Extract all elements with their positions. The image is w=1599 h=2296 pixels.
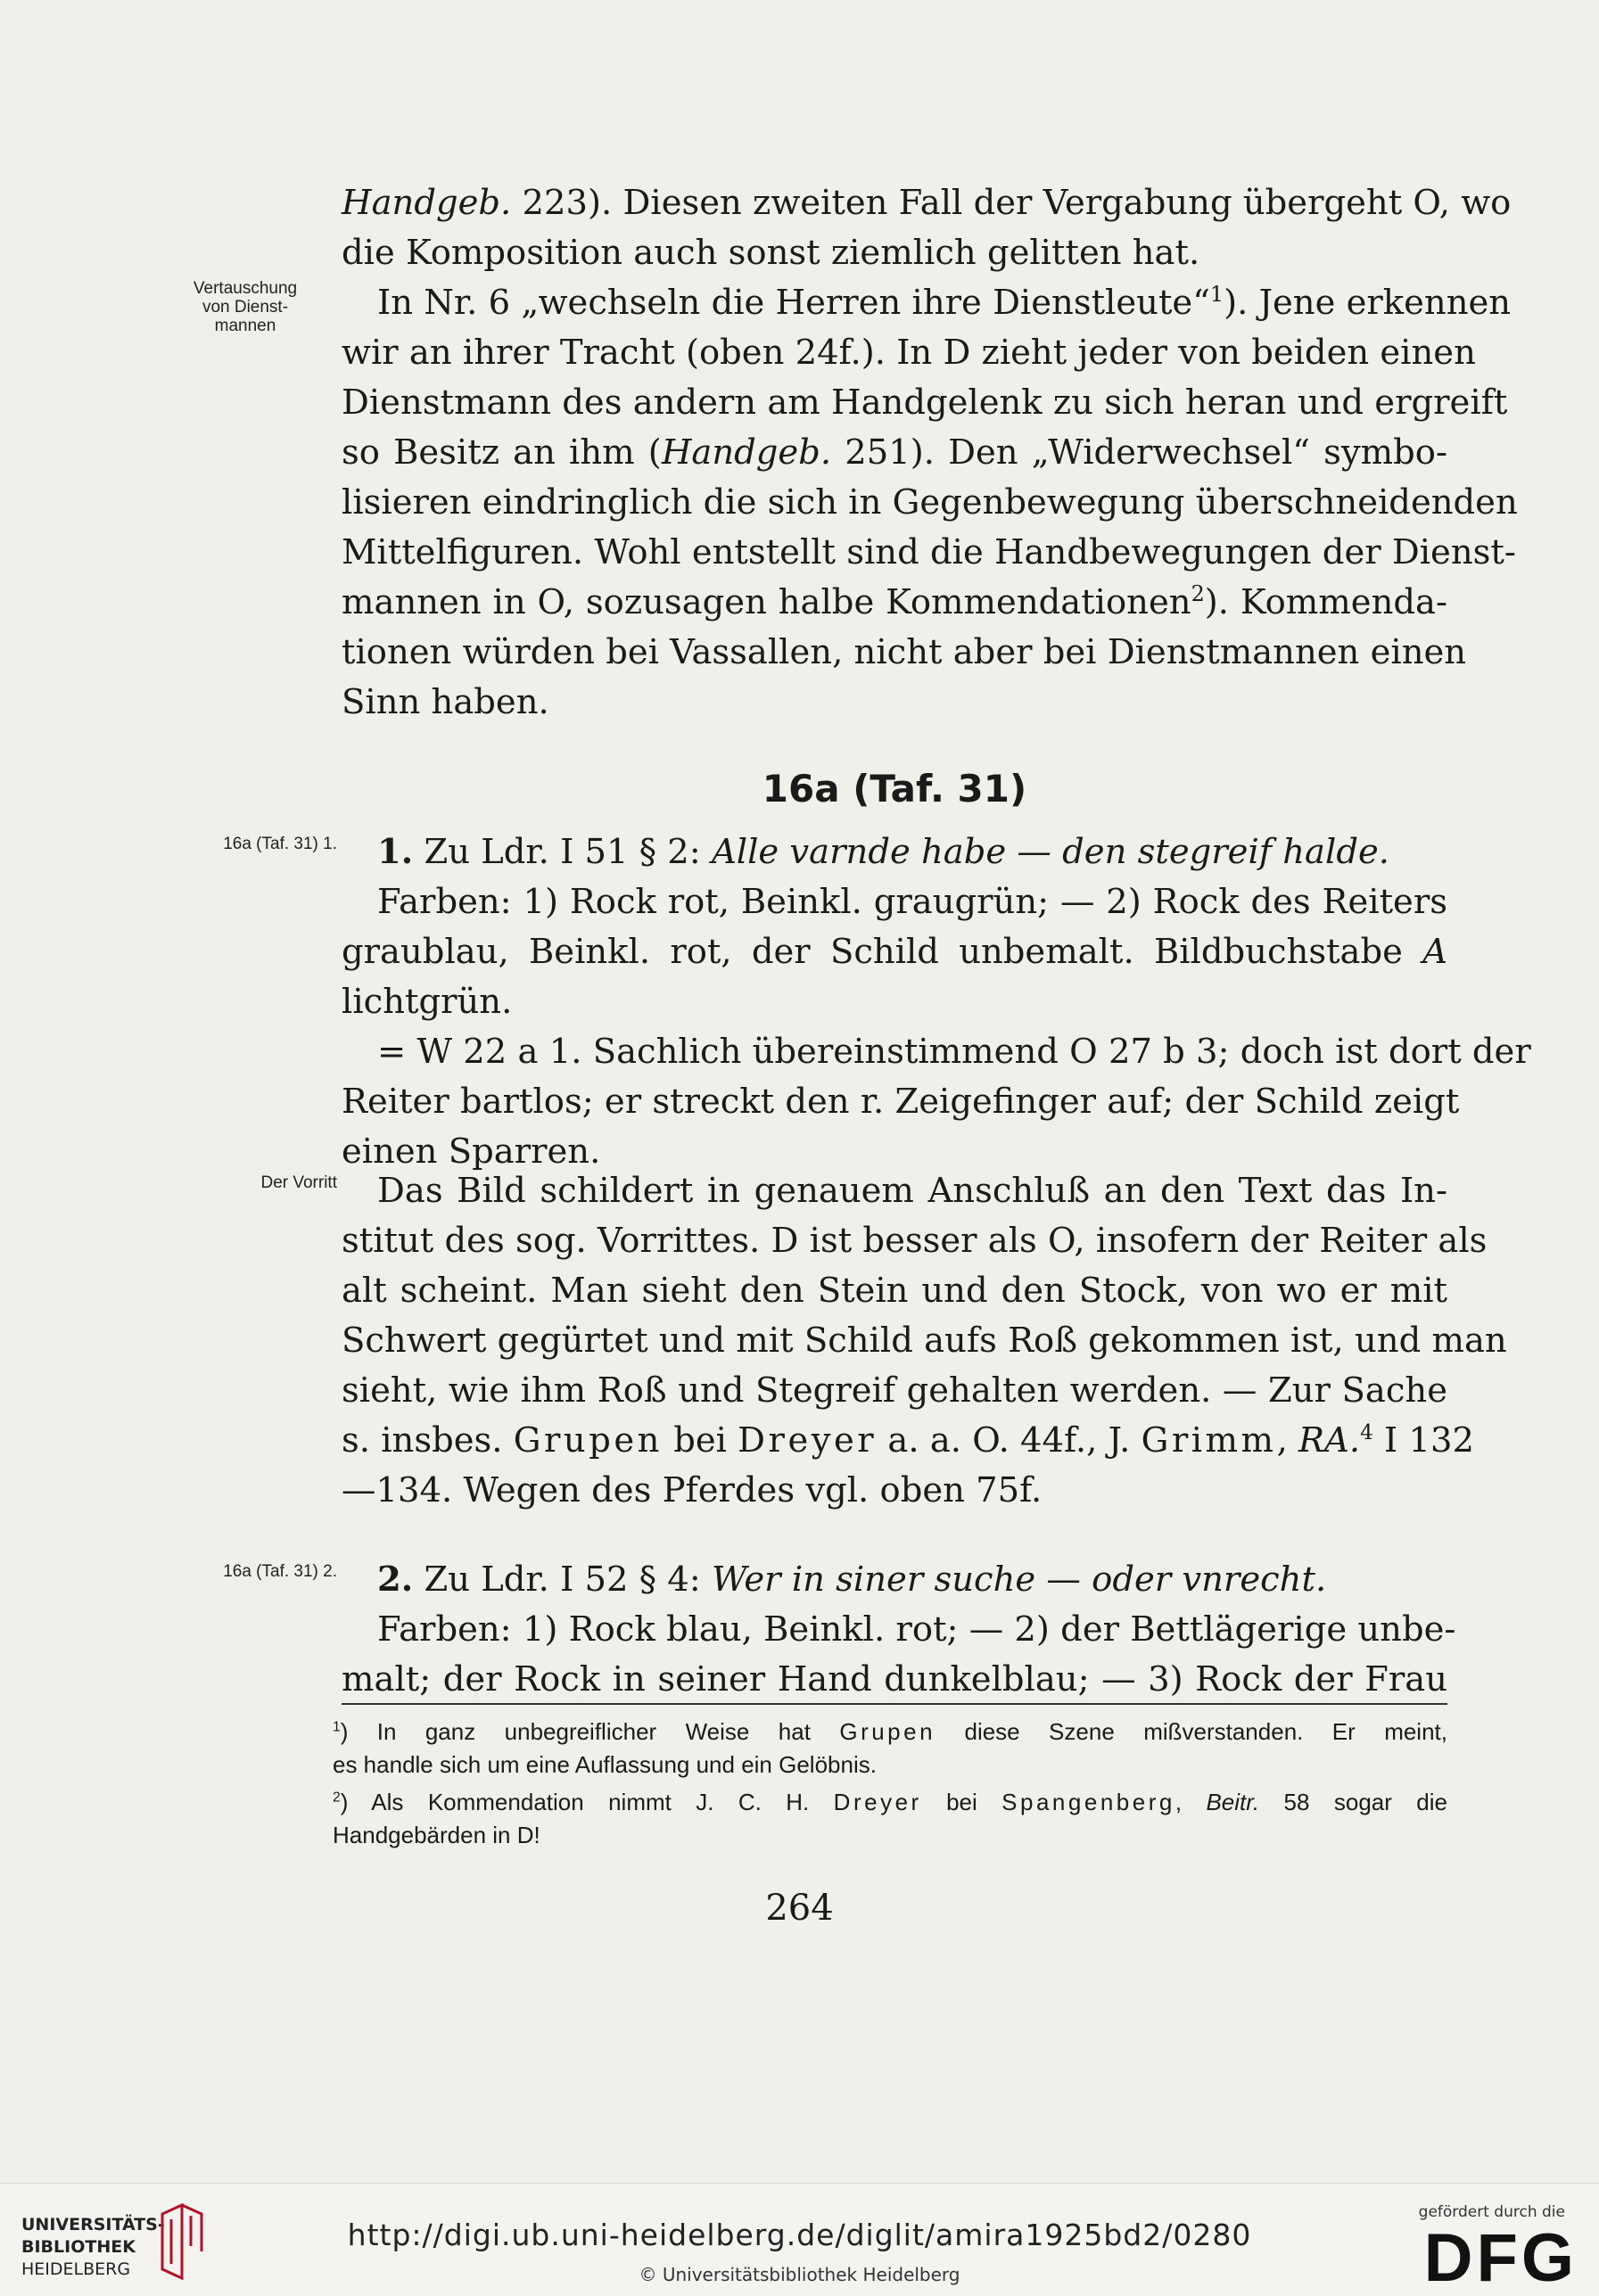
- text-line: Reiter bartlos; er streckt den r. Zeigefinger auf; der Schild zeigt: [342, 1082, 1460, 1122]
- text-line: 1. Zu Ldr. I 51 § 2: Alle varnde habe — den stegreif halde.: [377, 832, 1389, 872]
- copyright-text: © Universitätsbibliothek Heidelberg: [639, 2264, 960, 2285]
- text-line: Das Bild schildert in genauem Anschluß an den Text das In-: [377, 1171, 1447, 1211]
- text-line: mannen in O, sozusagen halbe Kommendationen$^2$). Kommenda-: [342, 581, 1447, 622]
- footnote-1-cont: es handle sich um eine Auflassung und ein Gelöbnis.: [333, 1751, 877, 1778]
- text-line: 2. Zu Ldr. I 52 § 4: Wer in siner suche — oder vnrecht.: [377, 1559, 1327, 1600]
- footnote-rule: [342, 1703, 1447, 1705]
- footnote-2-cont: Handgebärden in D!: [333, 1822, 540, 1848]
- text-line: Mittelfiguren. Wohl entstellt sind die Handbewegungen der Dienst-: [342, 532, 1516, 572]
- document-url-link[interactable]: http://digi.ub.uni-heidelberg.de/diglit/amira1925bd2/0280: [347, 2218, 1252, 2252]
- text-line: malt; der Rock in seiner Hand dunkelblau; — 3) Rock der Frau: [342, 1659, 1447, 1699]
- margin-note-vorritt: Der Vorritt: [260, 1173, 337, 1192]
- text-line: stitut des sog. Vorrittes. D ist besser als O, insofern der Reiter als: [342, 1221, 1488, 1261]
- text-line: graublau, Beinkl. rot, der Schild unbemalt. Bildbuchstabe A: [342, 932, 1447, 972]
- text-line: Dienstmann des andern am Handgelenk zu sich heran und ergreift: [342, 383, 1508, 423]
- text-line: s. insbes. Grupen bei Dreyer a. a. O. 44f., J. Grimm, RA.$^4$ I 132: [342, 1420, 1474, 1461]
- text-line: tionen würden bei Vassallen, nicht aber bei Dienstmannen einen: [342, 632, 1467, 672]
- text-line: = W 22 a 1. Sachlich übereinstimmend O 27 b 3; doch ist dort der: [377, 1032, 1531, 1072]
- text-line: wir an ihrer Tracht (oben 24f.). In D zieht jeder von beiden einen: [342, 333, 1476, 373]
- text-line: In Nr. 6 „wechseln die Herren ihre Dienstleute“$^1$). Jene erkennen: [377, 282, 1512, 323]
- funded-by-text: gefördert durch die: [1418, 2203, 1565, 2221]
- text-line: Farben: 1) Rock blau, Beinkl. rot; — 2) der Bettlägerige unbe-: [377, 1609, 1456, 1650]
- page-number: 264: [765, 1888, 834, 1929]
- text-line: Farben: 1) Rock rot, Beinkl. graugrün; — 2) Rock des Reiters: [377, 882, 1447, 922]
- footer-bar: [0, 2183, 1599, 2296]
- text-line: lisieren eindringlich die sich in Gegenbewegung überschneidenden: [342, 482, 1518, 523]
- footnote-1: $^1$) In ganz unbegreiflicher Weise hat Grupen diese Szene mißverstanden. Er meint,: [333, 1718, 1447, 1745]
- text-line: alt scheint. Man sieht den Stein und den Stock, von wo er mit: [342, 1271, 1447, 1311]
- library-logo-text: UNIVERSITÄTS- BIBLIOTHEK HEIDELBERG: [21, 2215, 165, 2279]
- text-line: Sinn haben.: [342, 682, 549, 722]
- footnote-2: $^2$) Als Kommendation nimmt J. C. H. Dreyer bei Spangenberg, Beitr. 58 sogar die: [333, 1789, 1447, 1815]
- text-line: einen Sparren.: [342, 1132, 601, 1172]
- text-line: so Besitz an ihm (Handgeb. 251). Den „Widerwechsel“ symbo-: [342, 432, 1447, 473]
- dfg-logo: DFG: [1423, 2220, 1578, 2296]
- text-line: Schwert gegürtet und mit Schild aufs Roß gekommen ist, und man: [342, 1321, 1507, 1361]
- section-heading: 16a (Taf. 31): [762, 767, 1027, 811]
- text-line: die Komposition auch sonst ziemlich gelitten hat.: [342, 233, 1200, 273]
- text-line: —134. Wegen des Pferdes vgl. oben 75f.: [342, 1470, 1043, 1510]
- text-line: sieht, wie ihm Roß und Stegreif gehalten werden. — Zur Sache: [342, 1370, 1447, 1411]
- margin-note-ref2: 16a (Taf. 31) 2.: [223, 1562, 337, 1581]
- text-line: lichtgrün.: [342, 982, 513, 1022]
- margin-note-vertauschung: Vertauschung von Dienst- mannen: [193, 279, 298, 335]
- margin-note-ref1: 16a (Taf. 31) 1.: [223, 835, 337, 853]
- text-line: Handgeb. 223). Diesen zweiten Fall der Vergabung übergeht O, wo: [342, 183, 1512, 223]
